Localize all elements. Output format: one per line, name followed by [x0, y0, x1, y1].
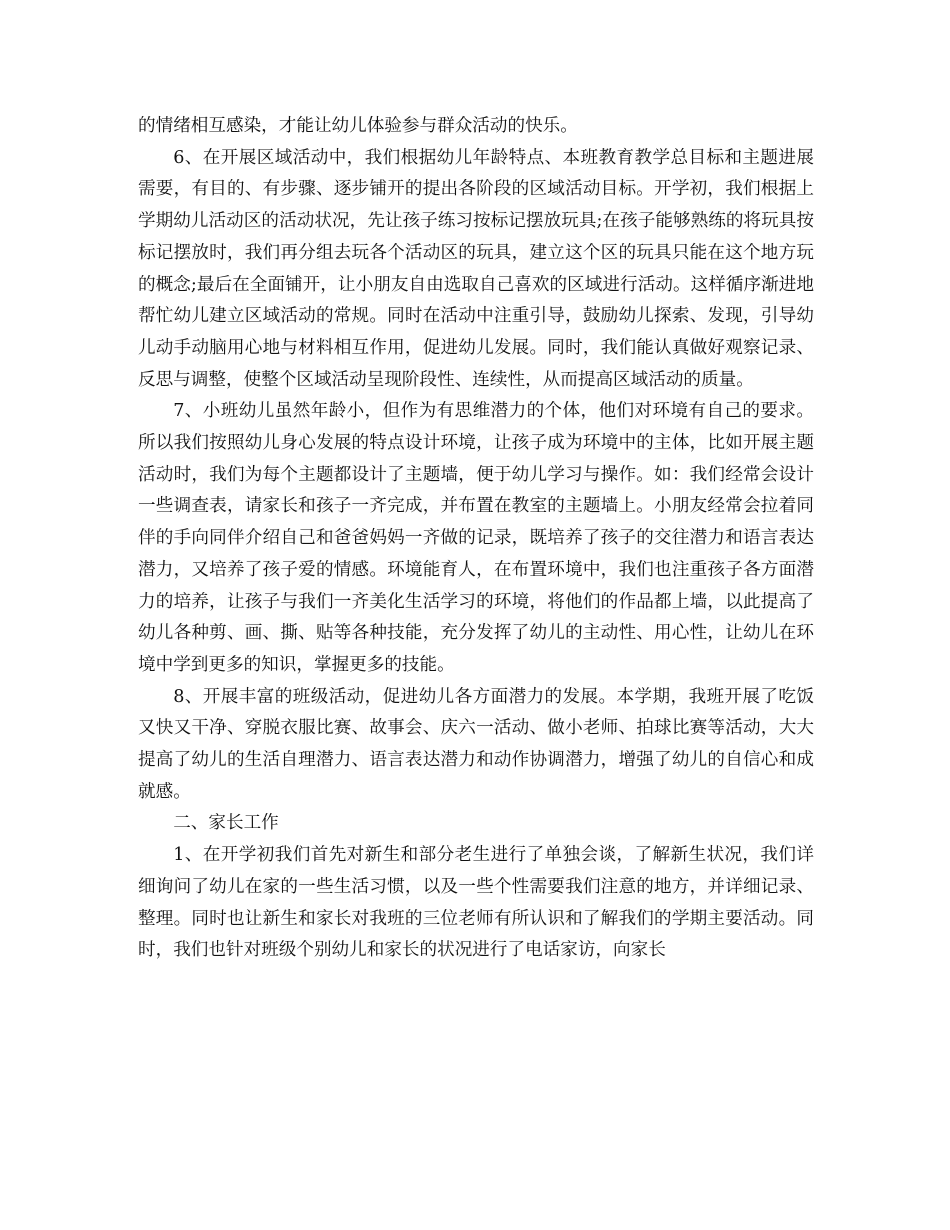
- section-heading-parent-work: 二、家长工作: [173, 813, 279, 834]
- paragraph-item-8: 8、开展丰富的班级活动，促进幼儿各方面潜力的发展。本学期，我班开展了吃饭又快又干净、穿脱衣服比赛、故事会、庆六一活动、做小老师、拍球比赛等活动，大大提高了幼儿的生活自理潜力、语言表达潜力和动作协调潜力，增强了幼儿的自信心和成就感。: [138, 686, 814, 802]
- paragraph-continuation: 的情绪相互感染，才能让幼儿体验参与群众活动的快乐。: [138, 116, 578, 136]
- document-body: [138, 111, 814, 967]
- paragraph-parent-item-1: 1、在开学初我们首先对新生和部分老生进行了单独会谈，了解新生状况，我们详细询问了幼儿在家的一些生活习惯，以及一些个性需要我们注意的地方，并详细记录、整理。同时也让新生和家长对我班的三位老师有所认识和了解我们的学期主要活动。同时，我们也针对班级个别幼儿和家长的状况进行了电话家访，向家长: [138, 845, 814, 961]
- paragraph-item-6: 6、在开展区域活动中，我们根据幼儿年龄特点、本班教育教学总目标和主题进展需要，有目的、有步骤、逐步铺开的提出各阶段的区域活动目标。开学初，我们根据上学期幼儿活动区的活动状况，先让孩子练习按标记摆放玩具;在孩子能够熟练的将玩具按标记摆放时，我们再分组去玩各个活动区的玩具，建立这个区的玩具只能在这个地方玩的概念;最后在全面铺开，让小朋友自由选取自己喜欢的区域进行活动。这样循序渐进地帮忙幼儿建立区域活动的常规。同时在活动中注重引导，鼓励幼儿探索、发现，引导幼儿动手动脑用心地与材料相互作用，促进幼儿发展。同时，我们能认真做好观察记录、反思与调整，使整个区域活动呈现阶段性、连续性，从而提高区域活动的质量。: [138, 147, 814, 390]
- paragraph-item-7: 7、小班幼儿虽然年龄小，但作为有思维潜力的个体，他们对环境有自己的要求。所以我们按照幼儿身心发展的特点设计环境，让孩子成为环境中的主体，比如开展主题活动时，我们为每个主题都设计了主题墙，便于幼儿学习与操作。如：我们经常会设计一些调查表，请家长和孩子一齐完成，并布置在教室的主题墙上。小朋友经常会拉着同伴的手向同伴介绍自己和爸爸妈妈一齐做的记录，既培养了孩子的交往潜力和语言表达潜力，又培养了孩子爱的情感。环境能育人，在布置环境中，我们也注重孩子各方面潜力的培养，让孩子与我们一齐美化生活学习的环境，将他们的作品都上墙，以此提高了幼儿各种剪、画、撕、贴等各种技能，充分发挥了幼儿的主动性、用心性，让幼儿在环境中学到更多的知识，掌握更多的技能。: [138, 401, 814, 675]
